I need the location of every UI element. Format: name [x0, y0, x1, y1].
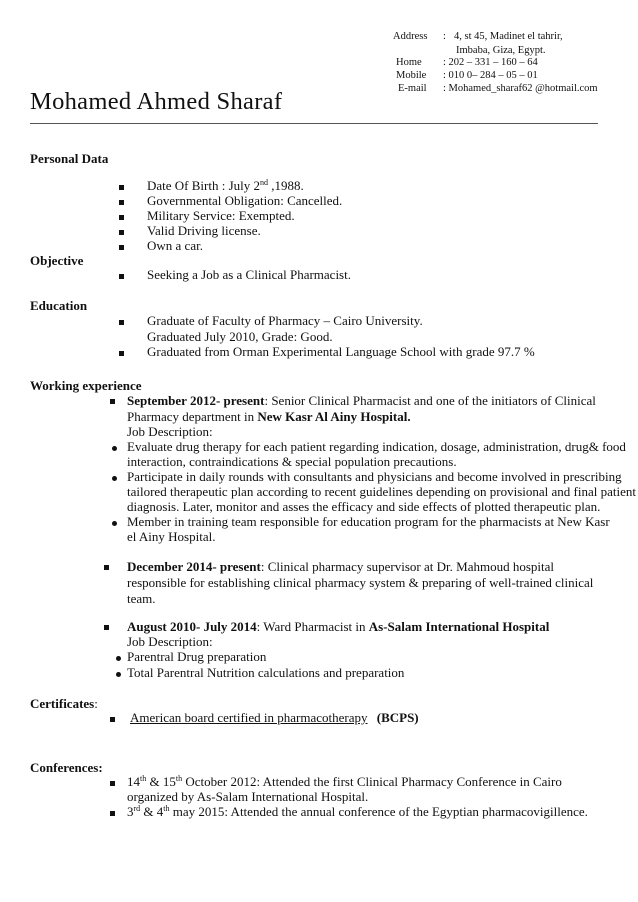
dob-item: Date Of Birth : July 2nd ,1988. [147, 178, 304, 193]
personal-data-heading: Personal Data [30, 151, 109, 166]
address-line-2: Imbaba, Giza, Egypt. [456, 45, 546, 56]
job3-line: August 2010- July 2014: Ward Pharmacist in As-Salam International Hospital [127, 619, 550, 634]
bullet-dot-icon [116, 672, 121, 677]
bullet-square-icon [119, 274, 124, 279]
bullet-square-icon [104, 565, 109, 570]
bullet-square-icon [119, 351, 124, 356]
header-divider [30, 123, 598, 124]
bullet-square-icon [110, 781, 115, 786]
bullet-dot-icon [112, 446, 117, 451]
bullet-square-icon [119, 185, 124, 190]
bullet-square-icon [110, 811, 115, 816]
email-address: : Mohamed_sharaf62 @hotmail.com [443, 83, 598, 94]
bullet-square-icon [119, 320, 124, 325]
working-experience-heading: Working experience [30, 378, 142, 393]
mobile-phone: : 010 0– 284 – 05 – 01 [443, 70, 538, 81]
education-heading: Education [30, 298, 88, 313]
address-label: Address [393, 31, 428, 42]
certificates-heading: Certificates: [30, 696, 98, 711]
bullet-square-icon [119, 215, 124, 220]
address-line-1: 4, st 45, Madinet el tahrir, [454, 31, 563, 42]
conference-item: 3rd & 4th may 2015: Attended the annual conference of the Egyptian pharmacovigillence. [127, 804, 588, 819]
candidate-name: Mohamed Ahmed Sharaf [30, 88, 283, 115]
job1-duty: el Ainy Hospital. [127, 529, 216, 544]
job1-duty: Evaluate drug therapy for each patient regarding indication, dosage, administration, drug& food [127, 439, 626, 454]
certificate-item: American board certified in pharmacotherapy (BCPS) [130, 710, 419, 725]
objective-item: Seeking a Job as a Clinical Pharmacist. [147, 267, 351, 282]
education-item-continued: Graduated July 2010, Grade: Good. [147, 329, 333, 344]
bullet-square-icon [104, 625, 109, 630]
personal-item: Military Service: Exempted. [147, 208, 295, 223]
mobile-label: Mobile [396, 70, 427, 81]
job1-duty: Member in training team responsible for education program for the pharmacists at New Kasr [127, 514, 610, 529]
job1-duty: Participate in daily rounds with consultants and physicians and become involved in prescribing [127, 469, 622, 484]
personal-item: Valid Driving license. [147, 223, 261, 238]
personal-item: Own a car. [147, 238, 203, 253]
bullet-square-icon [110, 717, 115, 722]
home-label: Home [396, 57, 422, 68]
job3-duty: Total Parentral Nutrition calculations and preparation [127, 665, 405, 680]
conferences-heading: Conferences: [30, 760, 103, 775]
conference-item-continued: organized by As-Salam International Hospital. [127, 789, 369, 804]
bullet-square-icon [119, 200, 124, 205]
job3-job-description-label: Job Description: [127, 634, 213, 649]
bullet-square-icon [119, 230, 124, 235]
job3-duty: Parentral Drug preparation [127, 649, 267, 664]
home-phone: : 202 – 331 – 160 – 64 [443, 57, 538, 68]
job1-duty: interaction, contraindications & special population precautions. [127, 454, 457, 469]
address-separator: : [443, 31, 446, 42]
education-item: Graduated from Orman Experimental Language School with grade 97.7 % [147, 344, 535, 359]
bullet-square-icon [119, 245, 124, 250]
job2-line: December 2014- present: Clinical pharmacy supervisor at Dr. Mahmoud hospital [127, 559, 554, 574]
job2-line: team. [127, 591, 156, 606]
email-label: E-mail [398, 83, 427, 94]
job1-line: Pharmacy department in New Kasr Al Ainy Hospital. [127, 409, 411, 424]
job1-line: September 2012- present: Senior Clinical Pharmacist and one of the initiators of Clinical [127, 393, 596, 408]
objective-heading: Objective [30, 253, 84, 268]
job1-job-description-label: Job Description: [127, 424, 213, 439]
bullet-square-icon [110, 399, 115, 404]
bullet-dot-icon [112, 476, 117, 481]
bullet-dot-icon [112, 521, 117, 526]
education-item: Graduate of Faculty of Pharmacy – Cairo University. [147, 313, 423, 328]
bullet-dot-icon [116, 656, 121, 661]
job1-duty: tailored therapeutic plan according to recent guidelines depending on provisional and final patient [127, 484, 636, 499]
personal-item: Governmental Obligation: Cancelled. [147, 193, 343, 208]
conference-item: 14th & 15th October 2012: Attended the first Clinical Pharmacy Conference in Cairo [127, 774, 562, 789]
job1-duty: diagnosis. Later, monitor and asses the efficacy and side effects of plotted therapeutic plan. [127, 499, 601, 514]
job2-line: responsible for establishing clinical pharmacy system & preparing of well-trained clinical [127, 575, 594, 590]
